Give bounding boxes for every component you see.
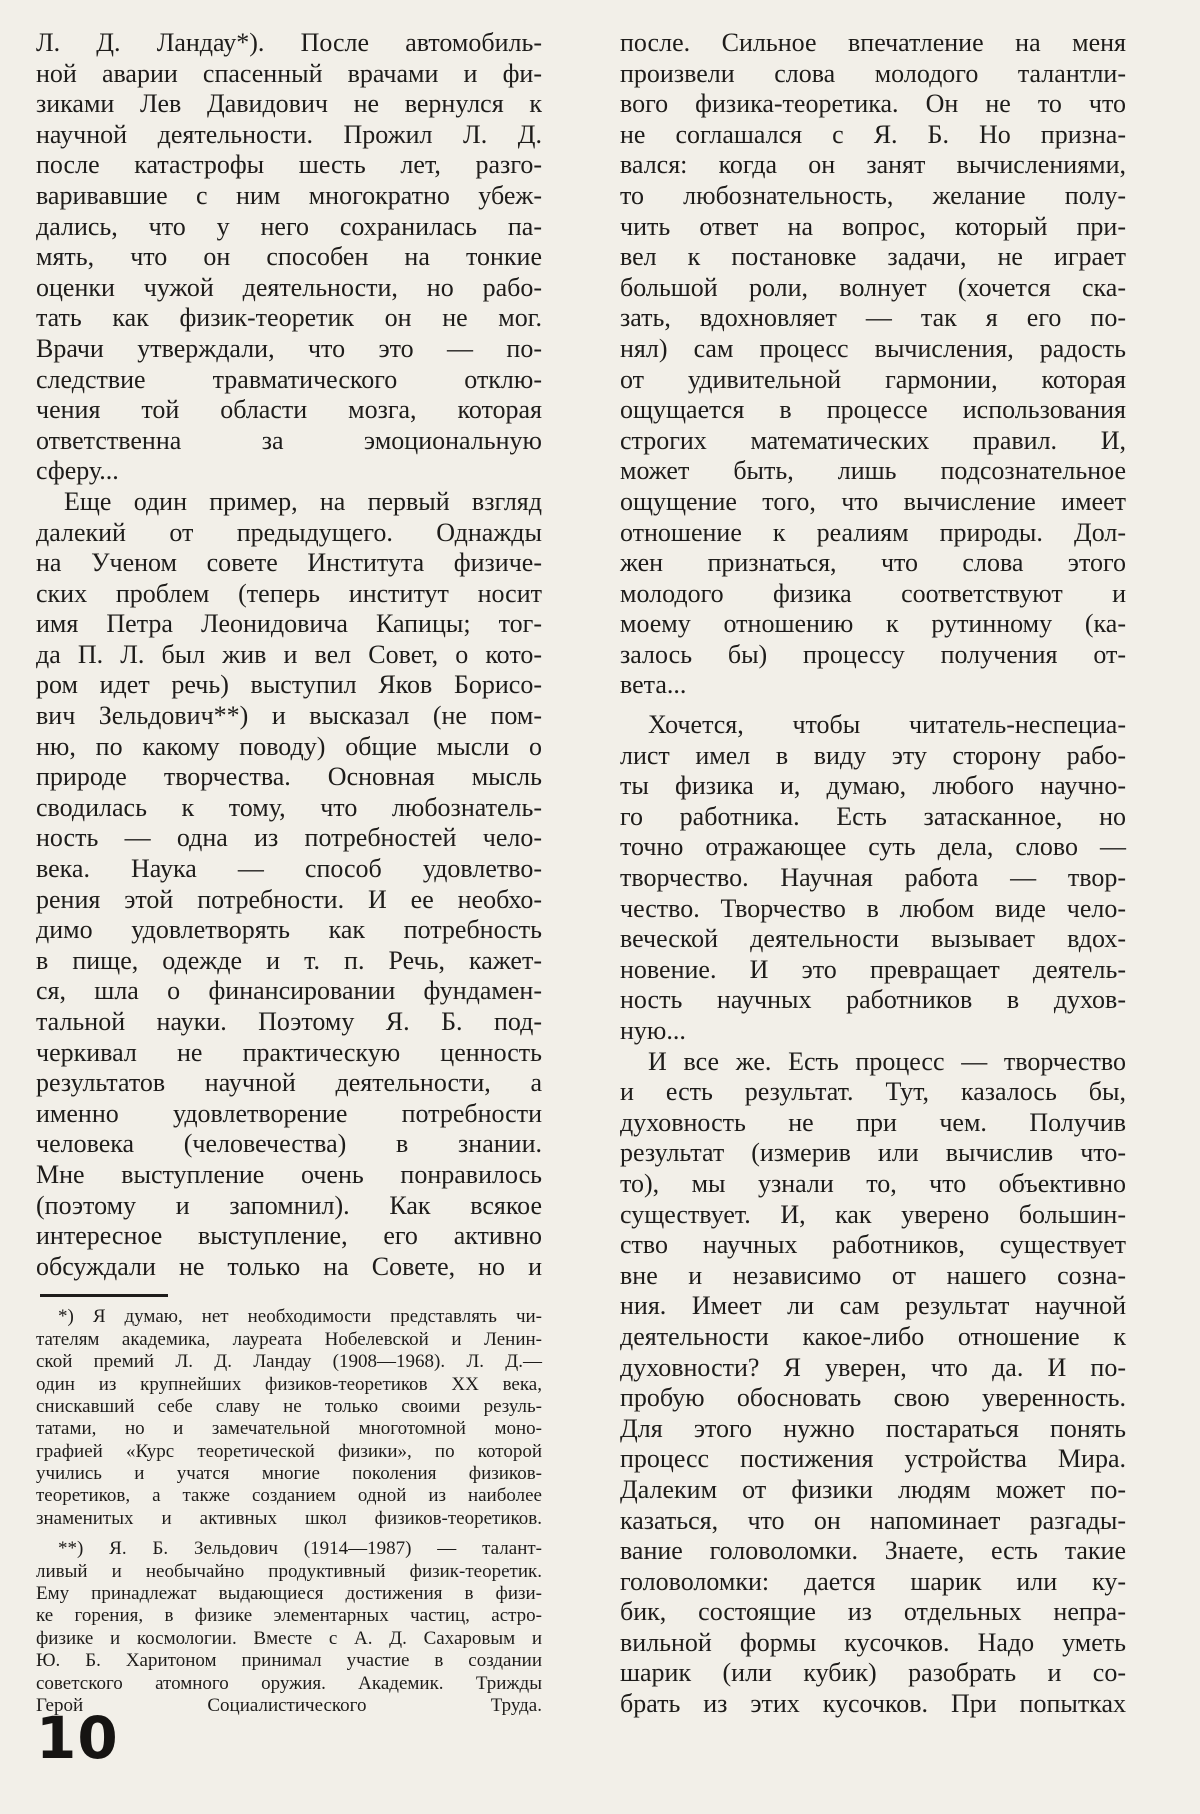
right-column-text xyxy=(620,28,1126,1720)
text-line: *) Я думаю, нет необходимости представлять чи- xyxy=(58,1306,542,1328)
text-line: чество. Творчество в любом виде чело- xyxy=(620,893,1126,923)
text-line: чить ответ на вопрос, который при- xyxy=(620,211,1126,241)
text-line: ощущение того, что вычисление имеет xyxy=(620,486,1126,516)
text-line: следствие травматического отклю- xyxy=(36,364,542,394)
text-line: новение. И это превращает деятель- xyxy=(620,954,1126,984)
text-line: ливый и необычайно продуктивный физик-теоретик. xyxy=(36,1560,542,1582)
page-number: 10 xyxy=(36,1704,119,1772)
text-line: снискавший себе славу не только своими резуль- xyxy=(36,1395,542,1417)
text-line: результат (измерив или вычислив что- xyxy=(620,1138,1126,1168)
text-line: пробую обосновать свою уверенность. xyxy=(620,1383,1126,1413)
paragraph xyxy=(36,487,542,1282)
text-line: ских проблем (теперь институт носит xyxy=(36,578,542,608)
text-line: рения этой потребности. И ее необхо- xyxy=(36,884,542,914)
text-line: головоломки: дается шарик или ку- xyxy=(620,1566,1126,1596)
footnote xyxy=(36,1306,542,1530)
text-line: ню, по какому поводу) общие мысли о xyxy=(36,731,542,761)
text-line: дались, что у него сохранилась па- xyxy=(36,211,542,241)
paragraph xyxy=(620,710,1126,1047)
footnote xyxy=(36,1538,542,1717)
text-line: моему отношению к рутинному (ка- xyxy=(620,609,1126,639)
paragraph xyxy=(620,28,1126,701)
text-line: вильной формы кусочков. Надо уметь xyxy=(620,1627,1126,1657)
text-line: Ю. Б. Харитоном принимал участие в создании xyxy=(36,1650,542,1672)
text-line: веческой деятельности вызывает вдох- xyxy=(620,924,1126,954)
text-line: брать из этих кусочков. При попытках xyxy=(620,1689,1126,1719)
text-line: природе творчества. Основная мысль xyxy=(36,762,542,792)
text-line: нял) сам процесс вычисления, радость xyxy=(620,333,1126,363)
text-line: строгих математических правил. И, xyxy=(620,425,1126,455)
text-line: димо удовлетворять как потребность xyxy=(36,915,542,945)
text-line: тателям академика, лауреата Нобелевской и Ленин- xyxy=(36,1328,542,1350)
text-line: го работника. Есть затасканное, но xyxy=(620,801,1126,831)
text-line: ной аварии спасенный врачами и фи- xyxy=(36,58,542,88)
text-line: ской премий Л. Д. Ландау (1908—1968). Л. Д.— xyxy=(36,1351,542,1373)
text-line: оценки чужой деятельности, но рабо- xyxy=(36,272,542,302)
text-line: может быть, лишь подсознательное xyxy=(620,456,1126,486)
text-line: Ему принадлежат выдающиеся достижения в физи- xyxy=(36,1583,542,1605)
text-line: тальной науки. Поэтому Я. Б. под- xyxy=(36,1007,542,1036)
text-line: бик, состоящие из отдельных непра- xyxy=(620,1597,1126,1627)
text-line: казаться, что он напоминает разгады- xyxy=(620,1505,1126,1535)
text-line: сферу... xyxy=(36,456,119,486)
text-line: лист имел в виду эту сторону рабо- xyxy=(620,740,1126,770)
text-line: ответственна за эмоциональную xyxy=(36,425,542,455)
text-line: века. Наука — способ удовлетво- xyxy=(36,854,542,884)
text-line: залось бы) процессу получения от- xyxy=(620,639,1126,669)
text-line: ность — одна из потребностей чело- xyxy=(36,823,542,853)
paragraph xyxy=(620,1047,1126,1720)
text-line: жен признаться, что слова этого xyxy=(620,548,1126,578)
text-line: вич Зельдович**) и высказал (не пом- xyxy=(36,701,542,731)
text-line: после. Сильное впечатление на меня xyxy=(620,28,1126,57)
text-line: ство научных работников, существует xyxy=(620,1230,1126,1260)
text-line: вался: когда он занят вычислениями, xyxy=(620,150,1126,180)
text-line: имя Петра Леонидовича Капицы; тог- xyxy=(36,609,542,639)
text-line: научной деятельности. Прожил Л. Д. xyxy=(36,119,542,149)
text-line: ке горения, в физике элементарных частиц, астро- xyxy=(36,1605,542,1627)
text-line: то любознательность, желание полу- xyxy=(620,180,1126,210)
text-line: ся, шла о финансировании фундамен- xyxy=(36,976,542,1006)
text-line: ощущается в процессе использования xyxy=(620,395,1126,425)
text-line: Врачи утверждали, что это — по- xyxy=(36,333,542,363)
text-line: шарик (или кубик) разобрать и со- xyxy=(620,1658,1126,1688)
text-line: молодого физика соответствуют и xyxy=(620,578,1126,608)
text-line: Еще один пример, на первый взгляд xyxy=(64,486,542,516)
text-line: после катастрофы шесть лет, разго- xyxy=(36,150,542,180)
text-line: мять, что он способен на тонкие xyxy=(36,242,542,272)
text-line: процесс постижения устройства Мира. xyxy=(620,1444,1126,1474)
text-line: в пище, одежде и т. п. Речь, кажет- xyxy=(36,945,542,975)
text-line: вета... xyxy=(620,670,687,700)
text-line: от удивительной гармонии, которая xyxy=(620,364,1126,394)
text-line: произвели слова молодого талантли- xyxy=(620,58,1126,88)
text-line: интересное выступление, его активно xyxy=(36,1221,542,1251)
text-line: (поэтому и запомнил). Как всякое xyxy=(36,1190,542,1220)
text-line: ты физика и, думаю, любого научно- xyxy=(620,771,1126,801)
text-line: человека (человечества) в знании. xyxy=(36,1129,542,1159)
text-line: теоретиков, а также созданием одной из наиболее xyxy=(36,1485,542,1507)
text-line: сводилась к тому, что любознатель- xyxy=(36,792,542,822)
footnotes xyxy=(36,1306,542,1717)
text-line: то), мы узнали то, что объективно xyxy=(620,1168,1126,1198)
text-line: именно удовлетворение потребности xyxy=(36,1098,542,1128)
text-line: татами, но и замечательной многотомной моно- xyxy=(36,1418,542,1440)
footnote-separator-rule xyxy=(40,1294,168,1297)
text-line: и есть результат. Тут, казалось бы, xyxy=(620,1077,1126,1107)
text-line: не соглашался с Я. Б. Но призна- xyxy=(620,119,1126,149)
text-line: чения той области мозга, которая xyxy=(36,395,542,425)
text-line: духовности? Я уверен, что да. И по- xyxy=(620,1352,1126,1382)
text-line: Герой Социалистического Труда. xyxy=(36,1694,542,1716)
text-line: ность научных работников в духов- xyxy=(620,985,1126,1015)
right-column xyxy=(620,28,1126,1720)
text-line: тать как физик-теоретик он не мог. xyxy=(36,303,542,333)
text-line: Хочется, чтобы читатель-неспециа- xyxy=(648,710,1126,740)
text-line: черкивал не практическую ценность xyxy=(36,1037,542,1067)
text-line: Далеким от физики людям может по- xyxy=(620,1474,1126,1504)
text-line: деятельности какое-либо отношение к xyxy=(620,1321,1126,1351)
text-line: Для этого нужно постараться понять xyxy=(620,1413,1126,1443)
text-line: зиками Лев Давидович не вернулся к xyxy=(36,89,542,119)
text-line: И все же. Есть процесс — творчество xyxy=(648,1046,1126,1076)
text-line: физике и космологии. Вместе с А. Д. Сахаровым и xyxy=(36,1627,542,1649)
text-line: большой роли, волнует (хочется ска- xyxy=(620,272,1126,302)
left-column xyxy=(36,28,542,1717)
text-line: творчество. Научная работа — твор- xyxy=(620,863,1126,893)
text-line: учились и учатся многие поколения физиков- xyxy=(36,1463,542,1485)
text-line: ную... xyxy=(620,1016,686,1045)
text-line: отношение к реалиям природы. Дол- xyxy=(620,517,1126,547)
text-line: да П. Л. был жив и вел Совет, о кото- xyxy=(36,639,542,669)
text-line: духовность не при чем. Получив xyxy=(620,1107,1126,1137)
text-line: советского атомного оружия. Академик. Трижды xyxy=(36,1672,542,1694)
text-line: существует. И, как уверено большин- xyxy=(620,1199,1126,1229)
text-line: варивавшие с ним многократно убеж- xyxy=(36,180,542,210)
text-line: ния. Имеет ли сам результат научной xyxy=(620,1291,1126,1321)
paragraph xyxy=(36,28,542,487)
text-line: вне и независимо от нашего созна- xyxy=(620,1260,1126,1290)
text-line: зать, вдохновляет — так я его по- xyxy=(620,303,1126,333)
text-line: результатов научной деятельности, а xyxy=(36,1068,542,1098)
text-line: обсуждали не только на Совете, но и xyxy=(36,1251,542,1281)
text-line: на Ученом совете Института физиче- xyxy=(36,548,542,578)
text-line: вание головоломки. Знаете, есть такие xyxy=(620,1536,1126,1566)
text-line: вого физика-теоретика. Он не то что xyxy=(620,89,1126,119)
left-column-text xyxy=(36,28,542,1282)
text-line: **) Я. Б. Зельдович (1914—1987) — талант- xyxy=(58,1538,542,1560)
text-line: далекий от предыдущего. Однажды xyxy=(36,517,542,547)
text-line: Л. Д. Ландау*). После автомобиль- xyxy=(36,28,542,57)
text-line: вел к постановке задачи, не играет xyxy=(620,242,1126,272)
text-line: один из крупнейших физиков-теоретиков XX века, xyxy=(36,1373,542,1395)
text-line: точно отражающее суть дела, слово — xyxy=(620,832,1126,862)
text-line: графией «Курс теоретической физики», по которой xyxy=(36,1440,542,1462)
text-line: Мне выступление очень понравилось xyxy=(36,1159,542,1189)
text-line: ром идет речь) выступил Яков Борисо- xyxy=(36,670,542,700)
text-line: знаменитых и активных школ физиков-теоретиков. xyxy=(36,1507,542,1529)
